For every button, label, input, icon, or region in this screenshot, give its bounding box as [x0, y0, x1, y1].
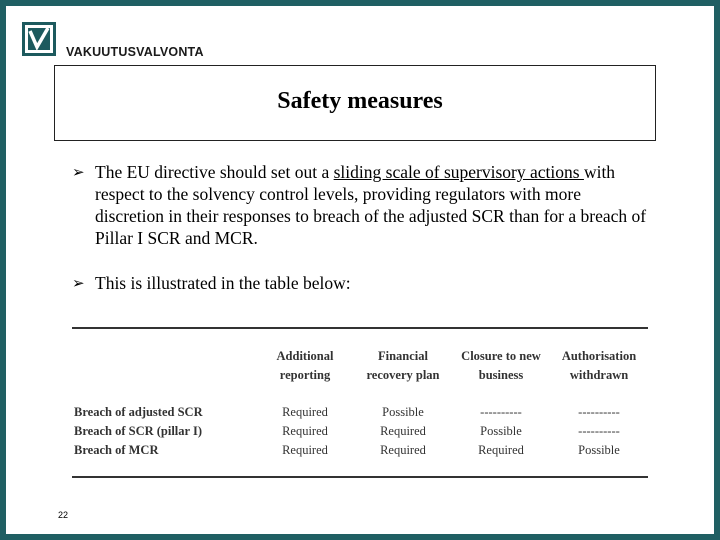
- table-cell: Required: [380, 443, 426, 457]
- bullet-arrow-icon: ➢: [72, 274, 85, 292]
- table-cell: ----------: [578, 405, 620, 419]
- column-header-line: recovery plan: [366, 368, 440, 382]
- bullet-1-text-end: with respect to the solvency control levels, providing regulators with more discretion in their responses to breach of the adjusted SCR than for a breach of Pillar I SCR and MCR.: [95, 162, 647, 248]
- table-bottom-rule: [72, 476, 648, 478]
- column-header-line: Additional: [276, 349, 334, 363]
- slide-title: Safety measures: [277, 88, 443, 114]
- table-cell: Required: [282, 405, 328, 419]
- page-number: 22: [58, 510, 69, 520]
- column-header-authorisation-withdrawn: [549, 347, 649, 385]
- row-label: Breach of adjusted SCR: [74, 405, 203, 419]
- table-cell: ----------: [480, 405, 522, 419]
- table-cell: Possible: [578, 443, 620, 457]
- bullet-1-text: [95, 161, 652, 249]
- bullet-1-text-start: The EU directive should set out a: [95, 162, 334, 182]
- bullet-2: [72, 272, 652, 294]
- bullet-1-underlined-phrase: sliding scale of supervisory actions: [333, 162, 584, 182]
- row-label: Breach of SCR (pillar I): [74, 424, 203, 438]
- table-cell: Required: [478, 443, 524, 457]
- column-header-additional-reporting: [255, 347, 355, 385]
- table-cell: Required: [380, 424, 426, 438]
- column-header-financial-recovery-plan: [353, 347, 453, 385]
- column-header-line: Closure to new: [461, 349, 541, 363]
- column-header-closure-to-new-business: [451, 347, 551, 385]
- table-cell: ----------: [578, 424, 620, 438]
- table-top-rule: [72, 327, 648, 329]
- table-cell: Possible: [382, 405, 424, 419]
- column-header-line: reporting: [279, 368, 331, 382]
- brand-name: VAKUUTUSVALVONTA: [66, 45, 204, 59]
- bullet-2-text: This is illustrated in the table below:: [95, 273, 351, 293]
- vakuutusvalvonta-logo-icon: [22, 22, 56, 56]
- bullet-1: [72, 161, 652, 249]
- table-cell: Required: [282, 443, 328, 457]
- column-header-line: business: [478, 368, 524, 382]
- table-cell: Possible: [480, 424, 522, 438]
- table-cell: Required: [282, 424, 328, 438]
- column-header-line: Financial: [377, 349, 428, 363]
- column-header-line: Authorisation: [561, 349, 637, 363]
- column-header-line: withdrawn: [569, 368, 629, 382]
- row-label: Breach of MCR: [74, 443, 159, 457]
- bullet-arrow-icon: ➢: [72, 163, 85, 181]
